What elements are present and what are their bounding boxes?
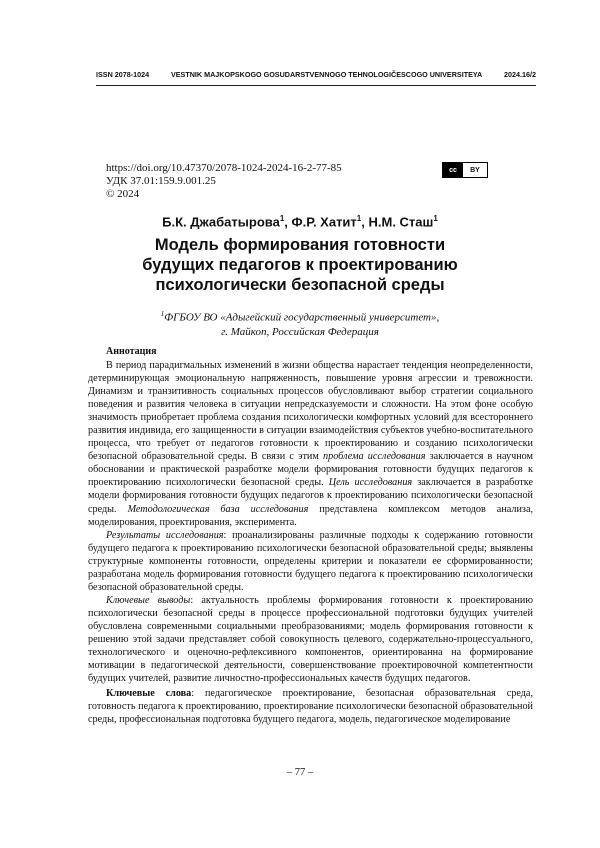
conclusions-paragraph: Ключевые выводы: актуальность проблемы формирования готовности к проектированию психологически безопасной среды в процессе профессиональной подготовки будущих учителей обусловлена современными социальными преобразованиями; модель формирования готовности к решению этой задачи представляет собой совокупность целевого, содержательно-процессуального, технологического и оценочно-рефлексивного компонентов, ориентированна на формирование мотивации в педагогической деятельности, совершенствование проектировочной компетентности будущих учителей, развитие личностно-профессиональных качеств будущих педагогов.	[88, 594, 533, 685]
affiliation-line: г. Майкоп, Российская Федерация	[221, 325, 379, 338]
issn: ISSN 2078-1024	[96, 70, 150, 79]
doi-link[interactable]: https://doi.org/10.47370/2078-1024-2024-16-2-77-85	[106, 162, 342, 174]
by-label: BY	[463, 163, 487, 177]
title-line: Модель формирования готовности	[154, 236, 446, 254]
journal-name: VESTNIK MAJKOPSKOGO GOSUDARSTVENNOGO TEHNOLOGIČESCOGO UNIVERSITEYA	[170, 70, 483, 79]
issue: 2024.16/2	[504, 70, 536, 79]
article-meta	[106, 162, 342, 201]
author-name: Н.М. Сташ	[368, 214, 434, 230]
cc-by-badge	[442, 162, 488, 178]
abstract-body	[88, 359, 533, 726]
title-line: будущих педагогов к проектированию	[142, 256, 458, 274]
author-name: Ф.Р. Хатит	[291, 214, 357, 230]
udc-code: УДК 37.01:159.9.001.25	[106, 175, 216, 187]
running-header	[96, 70, 536, 79]
page-number: – 77 –	[286, 767, 314, 778]
author-name: Б.К. Джабатырова	[162, 214, 280, 230]
article-title	[0, 235, 600, 295]
title-line: психологически безопасной среды	[155, 276, 445, 294]
results-paragraph: Результаты исследования: проанализированы различные подходы к содержанию готовности будущего педагога к проектированию психологически безопасной образовательной среды; выявлены структурные компоненты готовности, определены критерии и показатели ее сформированности; разработана модель формирования готовности будущего педагога к проектированию психологически безопасной образовательной среды.	[88, 529, 533, 593]
header-rule	[96, 85, 536, 86]
authors: Б.К. Джабатырова$^1$, Ф.Р. Хатит$^1$, Н.М. Сташ$^1$	[162, 214, 438, 230]
affiliation-line: ФГБОУ ВО «Адыгейский государственный университет»,	[164, 311, 440, 324]
abstract-paragraph: В период парадигмальных изменений в жизни общества нарастает тенденция неопределенности, детерминирующая эмоциональную напряженность, повышение уровня агрессии и тревожности. Динамизм и транзитивность социальных процессов обусловливают выбор стратегии социального поведения и развития человека в ситуации непредсказуемости и сложности. На этом фоне особую значимость приобретает проблема создания психологически комфортных условий для всестороннего развития индивида, его защищенности в ситуации взаимодействия субъектов учебно-воспитательного процесса, что требует от педагогов готовности к проектированию и созданию психологически безопасной образовательной среды. В связи с этим проблема исследования заключается в научном обосновании и практической разработке модели формирования готовности будущих педагогов к проектированию психологически безопасной среды. Цель исследования заключается в разработке модели формирования готовности будущих педагогов к проектированию психологически безопасной среды. Методологическая база исследования представлена комплексом методов анализа, моделирования, проектирования, эксперимента.	[88, 360, 534, 528]
abstract-heading: Аннотация	[106, 346, 157, 357]
cc-icon: cc	[443, 163, 463, 177]
copyright: © 2024	[106, 188, 140, 200]
affiliation: $^1$ФГБОУ ВО «Адыгейский государственный университет», г. Майкоп, Российская Федерация	[0, 307, 600, 339]
keywords-paragraph: Ключевые слова: педагогическое проектирование, безопасная образовательная среда, готовность педагога к проектированию, проектирование психологически безопасной образовательной среды, профессиональная подготовка будущего педагога, модель, педагогическое моделирование	[88, 688, 533, 726]
